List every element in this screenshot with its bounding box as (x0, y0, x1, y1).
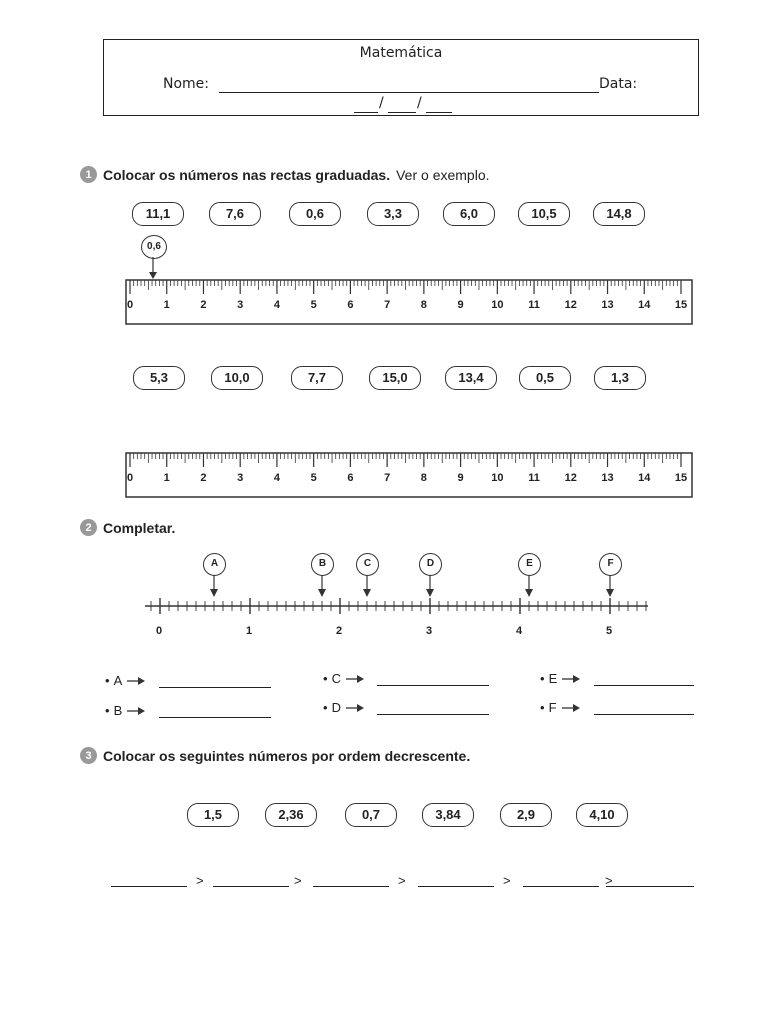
ruler-tick-label: 15 (674, 472, 688, 484)
section-1-instruction: Colocar os números nas rectas graduadas. (103, 166, 391, 183)
number-card: 0,5 (519, 366, 571, 390)
arrow-right-icon (126, 706, 146, 716)
arrow-down-icon (208, 575, 220, 599)
ruler-tick-label: 5 (310, 472, 317, 484)
number-card: 2,9 (500, 803, 552, 827)
arrow-right-icon (345, 674, 365, 684)
marker-a: A (203, 553, 226, 576)
ruler-tick-label: 4 (273, 472, 280, 484)
date-slash: / (417, 95, 422, 111)
name-field[interactable] (219, 74, 599, 93)
answer-letter: E (548, 671, 558, 686)
ruler-tick-label: 11 (528, 299, 540, 311)
section-2-title (80, 519, 175, 536)
ruler-tick-label: 3 (237, 472, 244, 484)
bullet: • (323, 700, 328, 715)
answer-field-e[interactable] (594, 672, 694, 686)
answer-letter: F (548, 700, 557, 715)
ruler-tick-label: 13 (601, 472, 614, 484)
number-card: 2,36 (265, 803, 317, 827)
answer-letter: A (113, 673, 123, 688)
number-line-label: 4 (516, 625, 523, 637)
number-line-label: 1 (246, 625, 253, 637)
date-label: Data: (599, 76, 638, 92)
section-number-badge: 3 (80, 747, 97, 764)
order-blank[interactable] (313, 872, 389, 887)
number-card: 7,7 (291, 366, 343, 390)
arrow-right-icon (561, 674, 581, 684)
marker-d: D (419, 553, 442, 576)
number-card: 7,6 (209, 202, 261, 226)
answer-letter: D (331, 700, 341, 715)
number-card: 10,0 (211, 366, 263, 390)
ruler-tick-label: 9 (457, 299, 464, 311)
answer-row (323, 671, 365, 686)
section-3-instruction: Colocar os seguintes números por ordem decrescente. (103, 747, 471, 764)
number-card: 5,3 (133, 366, 185, 390)
answer-row (105, 703, 146, 718)
section-number-badge: 2 (80, 519, 97, 536)
marker-c: C (356, 553, 379, 576)
ruler-tick-label: 8 (420, 472, 427, 484)
date-year-field[interactable] (426, 96, 452, 113)
order-blank[interactable] (213, 872, 289, 887)
bullet: • (540, 671, 545, 686)
number-card: 4,10 (576, 803, 628, 827)
greater-than-sign: > (503, 873, 511, 888)
section-3-title (80, 747, 470, 764)
arrow-right-icon (126, 676, 146, 686)
number-card: 15,0 (369, 366, 421, 390)
section-2-instruction: Completar. (103, 519, 176, 536)
ruler-tick-label: 7 (384, 472, 391, 484)
greater-than-sign: > (605, 873, 613, 888)
bullet: • (323, 671, 328, 686)
answer-field-a[interactable] (159, 674, 271, 688)
ruler-tick-label: 6 (347, 472, 354, 484)
bullet: • (105, 703, 110, 718)
answer-field-c[interactable] (377, 672, 489, 686)
answer-row (540, 700, 581, 715)
greater-than-sign: > (294, 873, 302, 888)
ruler-tick-label: 0 (126, 299, 134, 311)
number-card: 0,7 (345, 803, 397, 827)
date-slash: / (379, 95, 384, 111)
order-blank[interactable] (111, 872, 187, 887)
number-line-label: 2 (336, 625, 343, 637)
marker-b: B (311, 553, 334, 576)
answer-row (105, 673, 146, 688)
ruler-tick-label: 14 (638, 299, 651, 311)
answer-field-f[interactable] (594, 701, 694, 715)
answer-field-b[interactable] (159, 704, 271, 718)
number-card: 1,5 (187, 803, 239, 827)
ruler-tick-label: 5 (310, 299, 317, 311)
number-card: 1,3 (594, 366, 646, 390)
ruler-tick-label: 7 (384, 299, 391, 311)
number-card: 0,6 (289, 202, 341, 226)
answer-row (323, 700, 365, 715)
ruler-tick-label: 4 (273, 299, 280, 311)
order-blank[interactable] (606, 872, 694, 887)
ruler-tick-label: 13 (601, 299, 614, 311)
bullet: • (540, 700, 545, 715)
arrow-down-icon (604, 575, 616, 599)
answer-row (540, 671, 581, 686)
page-title: Matemática (359, 45, 443, 61)
example-marker: 0,6 (141, 235, 167, 259)
greater-than-sign: > (398, 873, 406, 888)
marker-f: F (599, 553, 622, 576)
bullet: • (105, 673, 110, 688)
name-label: Nome: (163, 76, 210, 92)
order-blank[interactable] (418, 872, 494, 887)
ruler-tick-label: 11 (528, 472, 540, 484)
section-1-hint: Ver o exemplo. (396, 166, 490, 183)
ruler-tick-label: 2 (200, 299, 207, 311)
ruler-tick-label: 12 (564, 472, 577, 484)
ruler-tick-label: 1 (163, 472, 170, 484)
ruler-tick-label: 3 (237, 299, 244, 311)
ruler-tick-label: 9 (457, 472, 464, 484)
number-card: 13,4 (445, 366, 497, 390)
section-1-title (80, 166, 490, 183)
greater-than-sign: > (196, 873, 204, 888)
ruler-tick-label: 15 (674, 299, 688, 311)
ruler-tick-label: 14 (638, 472, 651, 484)
arrow-down-icon (424, 575, 436, 599)
section-number-badge: 1 (80, 166, 97, 183)
ruler-tick-label: 0 (126, 472, 134, 484)
date-month-field[interactable] (388, 96, 416, 113)
ruler-tick-label: 10 (491, 299, 504, 311)
answer-letter: B (113, 703, 123, 718)
arrow-down-icon (361, 575, 373, 599)
number-card: 14,8 (593, 202, 645, 226)
date-day-field[interactable] (354, 96, 378, 113)
number-line-label: 5 (606, 625, 613, 637)
arrow-right-icon (345, 703, 365, 713)
arrow-right-icon (561, 703, 581, 713)
ruler-tick-label: 6 (347, 299, 354, 311)
ruler-tick-label: 2 (200, 472, 207, 484)
ruler-tick-label: 8 (420, 299, 427, 311)
header-box (103, 39, 699, 116)
marker-e: E (518, 553, 541, 576)
ruler-tick-label: 10 (491, 472, 504, 484)
number-line-label: 0 (156, 625, 163, 637)
number-card: 3,84 (422, 803, 474, 827)
number-card: 6,0 (443, 202, 495, 226)
order-blank[interactable] (523, 872, 599, 887)
number-card: 3,3 (367, 202, 419, 226)
number-card: 11,1 (132, 202, 184, 226)
answer-field-d[interactable] (377, 701, 489, 715)
number-card: 10,5 (518, 202, 570, 226)
arrow-down-icon (316, 575, 328, 599)
answer-letter: C (331, 671, 341, 686)
number-line-label: 3 (426, 625, 433, 637)
ruler-tick-label: 12 (564, 299, 577, 311)
arrow-down-icon (523, 575, 535, 599)
ruler-tick-label: 1 (163, 299, 170, 311)
